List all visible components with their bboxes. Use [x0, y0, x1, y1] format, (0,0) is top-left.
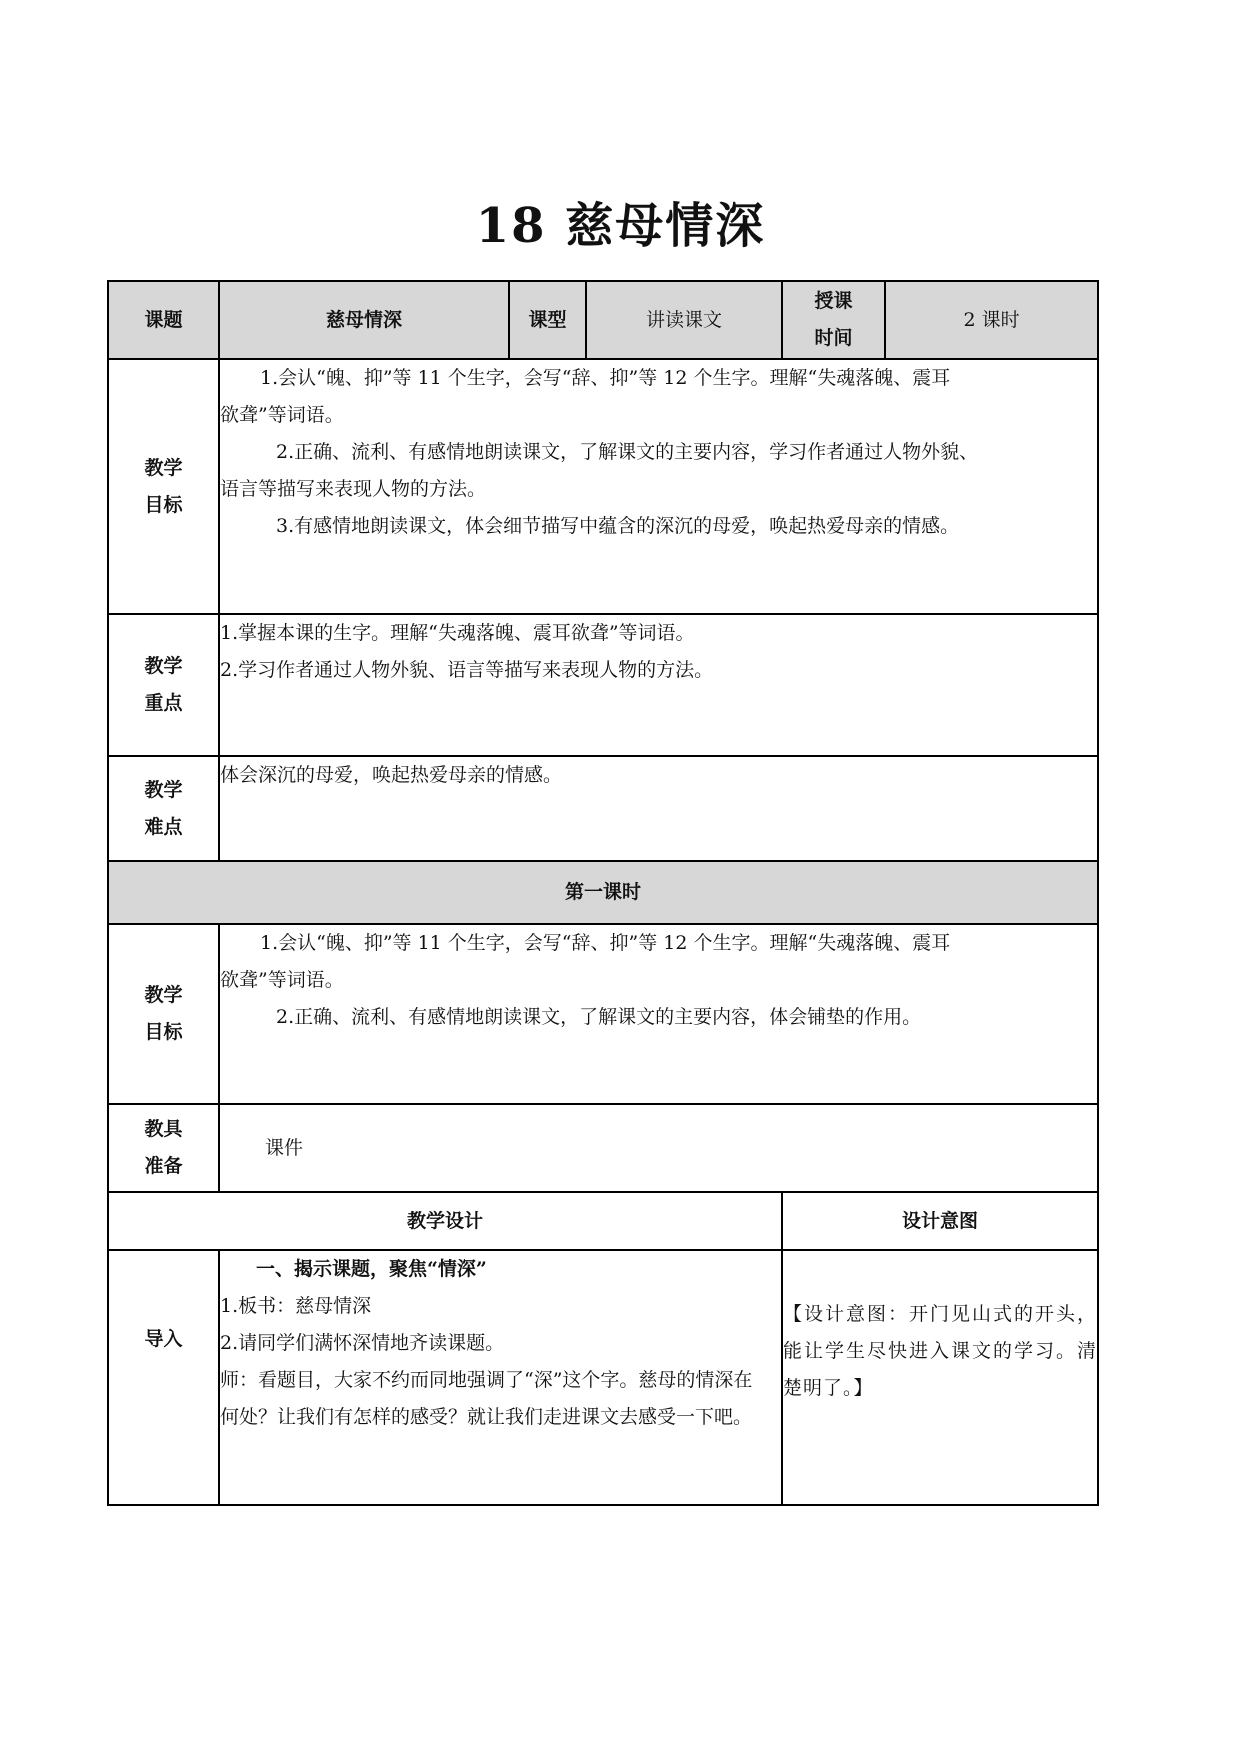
key-points-content: [219, 614, 1098, 756]
intro-line-4: 何处？让我们有怎样的感受？就让我们走进课文去感受一下吧。: [220, 1406, 753, 1428]
goal-3: 3.有感情地朗读课文，体会细节描写中蕴含的深沉的母爱，唤起热爱母亲的情感。: [276, 515, 960, 537]
time-label: 授课 时间: [782, 281, 885, 359]
key-points-row: [108, 614, 1098, 756]
topic-label: 课题: [108, 281, 219, 359]
lesson-plan-table: [107, 280, 1099, 1506]
tools-row: [108, 1104, 1098, 1192]
intro-line-1: 1.板书：慈母情深: [220, 1295, 372, 1317]
type-value: 讲读课文: [586, 281, 782, 359]
first-lesson-goals-label: 教学 目标: [108, 924, 219, 1104]
goal-1-line-2: 欲聋”等词语。: [220, 404, 344, 426]
intro-line-3: 师：看题目，大家不约而同地强调了“深”这个字。慈母的情深在: [220, 1369, 753, 1391]
topic-value: 慈母情深: [219, 281, 509, 359]
tools-value: 课件: [219, 1104, 1098, 1192]
time-value: 2 课时: [885, 281, 1098, 359]
key-point-1: 1.掌握本课的生字。理解“失魂落魄、震耳欲聋”等词语。: [220, 622, 695, 644]
page-title: 18 慈母情深: [475, 198, 766, 254]
first-goal-1-line-1: 1.会认“魄、抑”等 11 个生字，会写“辞、抑”等 12 个生字。理解“失魂落魄、震耳: [260, 932, 951, 954]
intent-header: 设计意图: [782, 1192, 1098, 1250]
first-lesson-heading: 第一课时: [108, 861, 1098, 924]
difficulties-content: [219, 756, 1098, 861]
tools-label: 教具 准备: [108, 1104, 219, 1192]
intro-intent: [782, 1250, 1098, 1505]
intro-content: [219, 1250, 782, 1505]
first-lesson-row: [108, 861, 1098, 924]
first-goal-2: 2.正确、流利、有感情地朗读课文，了解课文的主要内容，体会铺垫的作用。: [276, 1006, 922, 1028]
goal-2-line-1: 2.正确、流利、有感情地朗读课文，了解课文的主要内容，学习作者通过人物外貌、: [276, 441, 979, 463]
key-points-label: 教学 重点: [108, 614, 219, 756]
key-point-2: 2.学习作者通过人物外貌、语言等描写来表现人物的方法。: [220, 659, 714, 681]
goals-label: 教学 目标: [108, 359, 219, 614]
first-lesson-goals-row: [108, 924, 1098, 1104]
first-goal-1-line-2: 欲聋”等词语。: [220, 969, 344, 991]
intro-row: [108, 1250, 1098, 1505]
header-row: [108, 281, 1098, 359]
difficulty-text: 体会深沉的母爱，唤起热爱母亲的情感。: [220, 764, 563, 786]
first-lesson-goals-content: [219, 924, 1098, 1104]
intro-label: 导入: [108, 1250, 219, 1505]
goal-2-line-2: 语言等描写来表现人物的方法。: [220, 478, 487, 500]
goal-1-line-1: 1.会认“魄、抑”等 11 个生字，会写“辞、抑”等 12 个生字。理解“失魂落魄、震耳: [260, 367, 951, 389]
goals-content: [219, 359, 1098, 614]
difficulties-row: [108, 756, 1098, 861]
design-header-row: [108, 1192, 1098, 1250]
goals-row: [108, 359, 1098, 614]
intro-heading: 一、揭示课题，聚焦“情深”: [256, 1258, 487, 1280]
intent-text: 【设计意图：开门见山式的开头，能让学生尽快进入课文的学习。清楚明了。】: [783, 1303, 1098, 1399]
difficulties-label: 教学 难点: [108, 756, 219, 861]
type-label: 课型: [509, 281, 586, 359]
intro-line-2: 2.请同学们满怀深情地齐读课题。: [220, 1332, 505, 1354]
design-header: 教学设计: [108, 1192, 782, 1250]
